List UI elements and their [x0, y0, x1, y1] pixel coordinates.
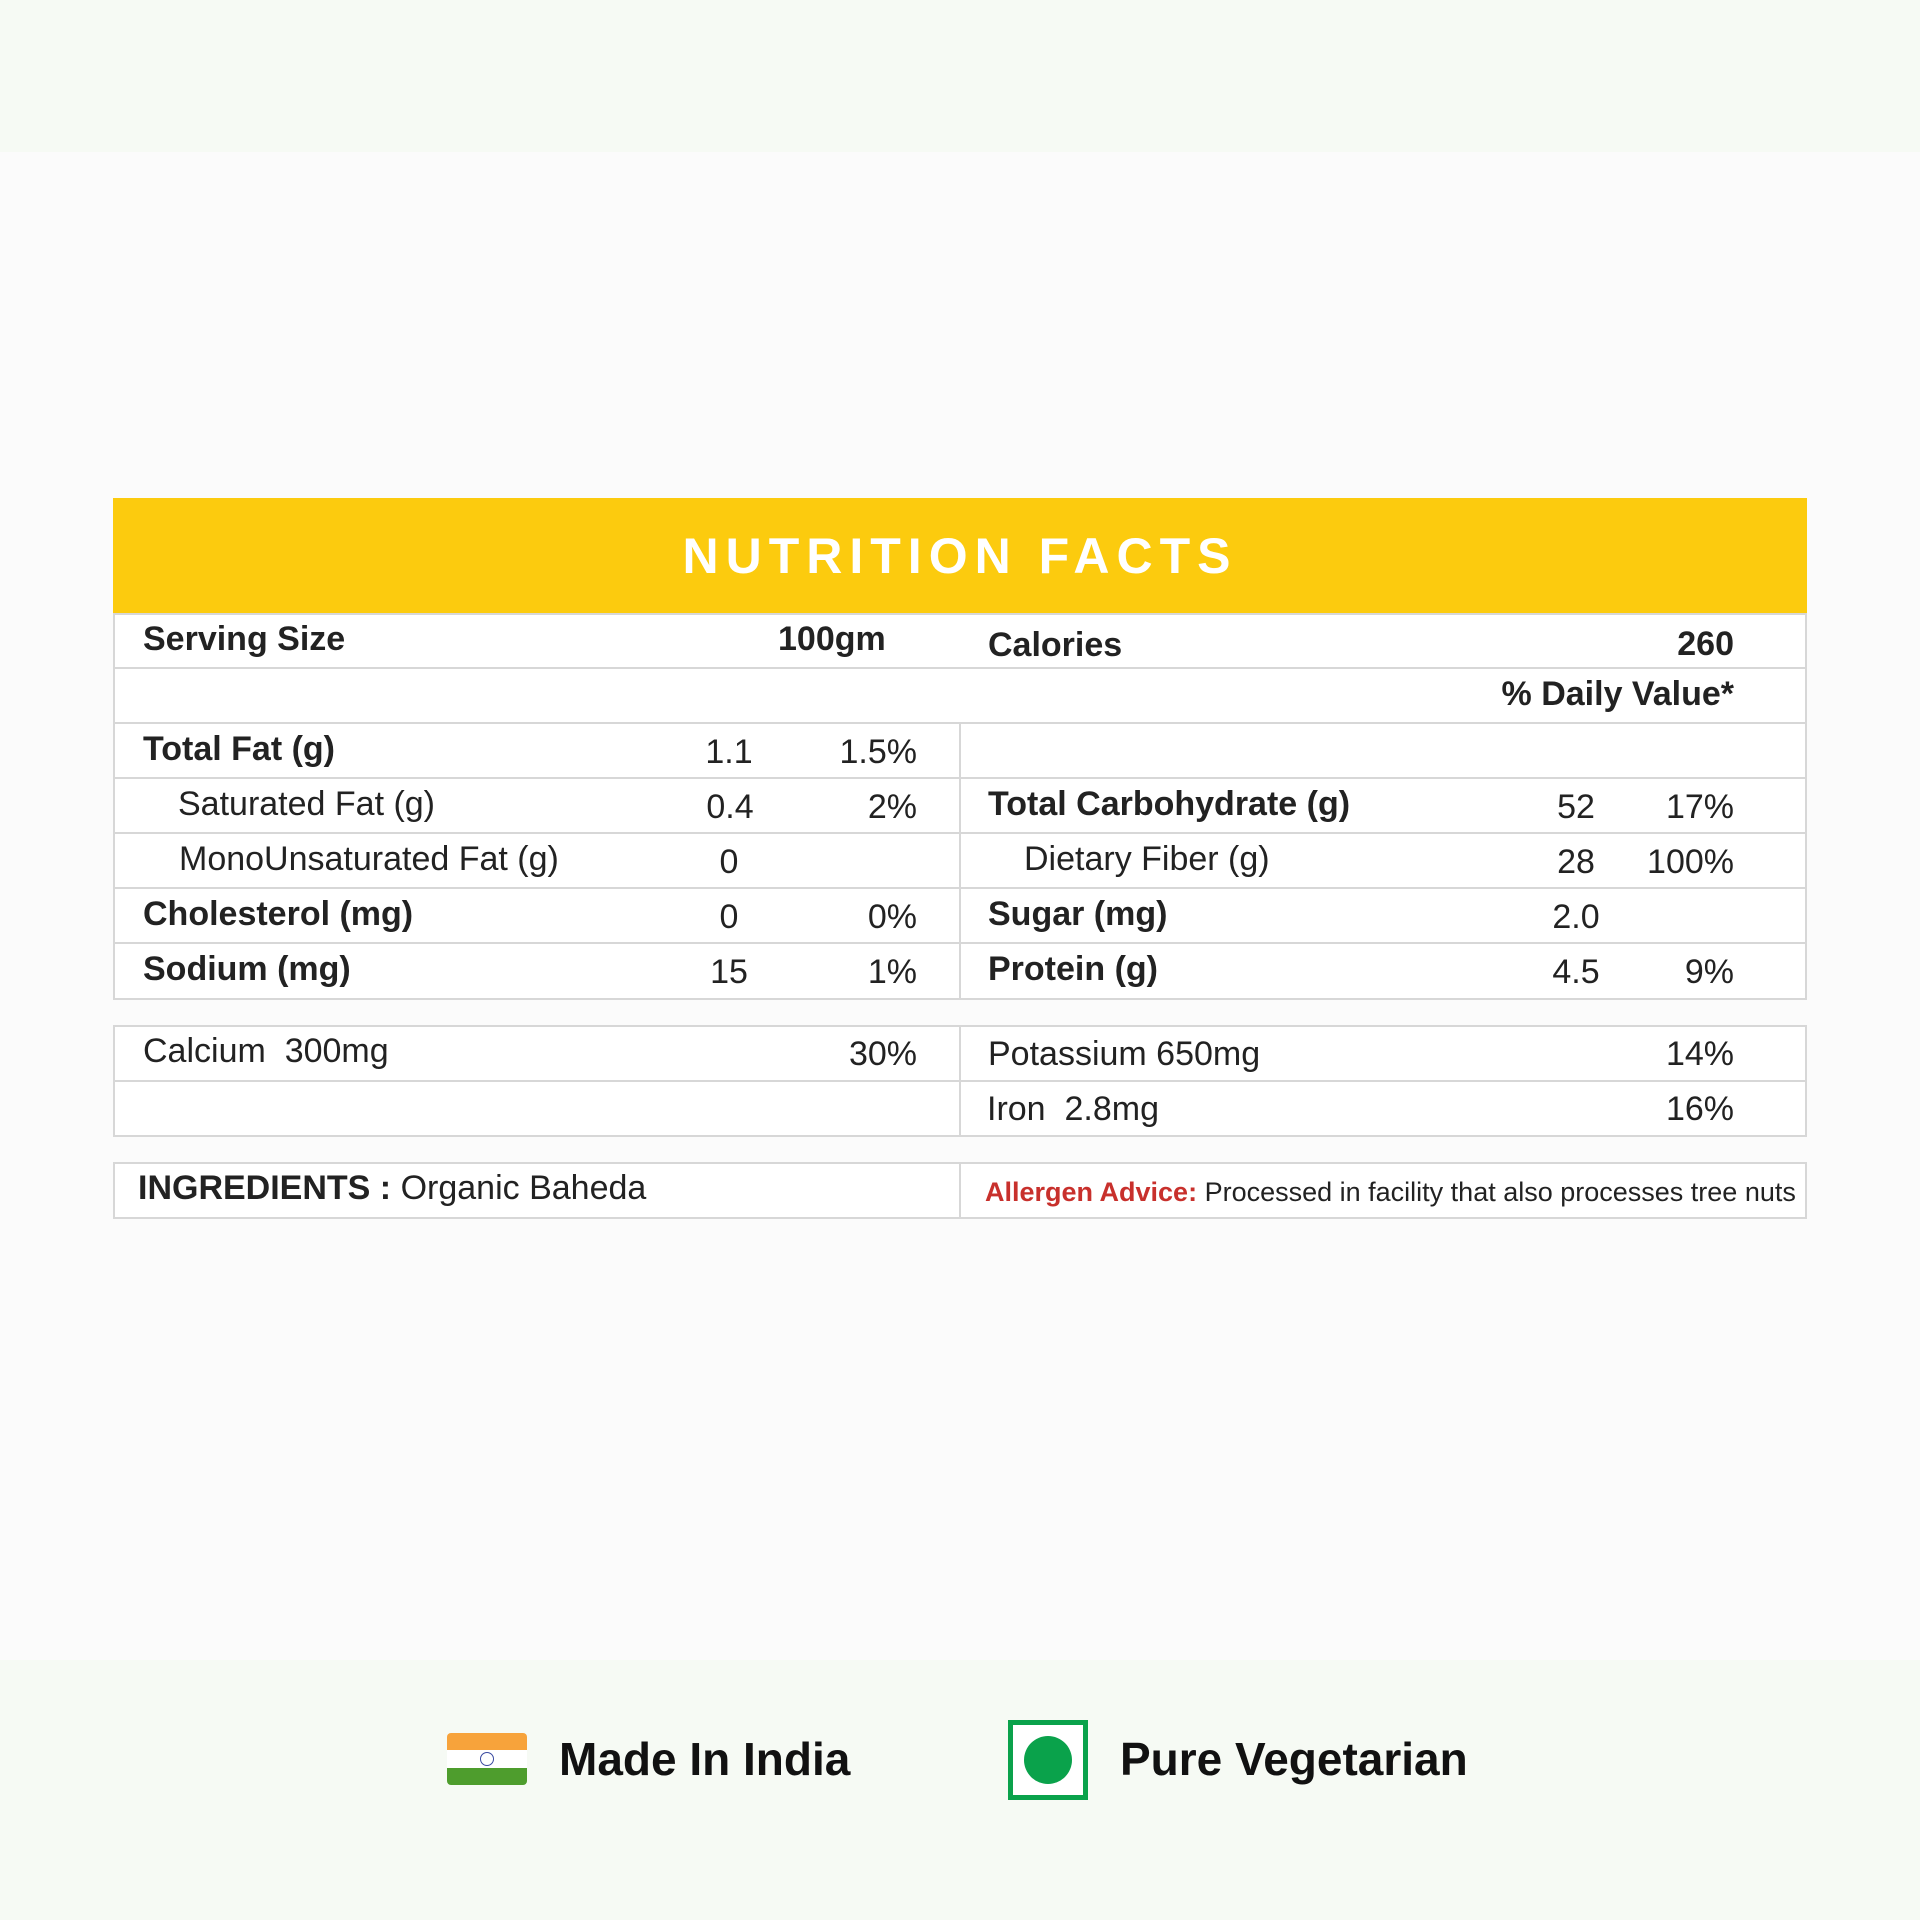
- nutrition-facts-header: [113, 498, 1807, 613]
- monounsaturated-fat-label: MonoUnsaturated Fat (g): [179, 840, 559, 878]
- saturated-fat-dv: 2%: [867, 788, 917, 826]
- protein-dv: 9%: [1684, 953, 1734, 991]
- saturated-fat-amount: 0.4: [706, 788, 754, 826]
- cholesterol-dv: 0%: [867, 898, 917, 936]
- page-title: NUTRITION FACTS: [682, 527, 1238, 584]
- total-carbohydrate-amount: 52: [1557, 788, 1595, 826]
- row-divider: [960, 777, 1807, 779]
- top-band: [0, 0, 1920, 152]
- protein-label: Protein (g): [988, 950, 1158, 988]
- dietary-fiber-label: Dietary Fiber (g): [1024, 840, 1270, 878]
- calcium-dv: 30%: [848, 1035, 917, 1073]
- column-divider: [959, 722, 961, 1000]
- made-in-india-text: Made In India: [559, 1733, 851, 1785]
- total-fat-amount: 1.1: [705, 733, 753, 771]
- total-carbohydrate-label: Total Carbohydrate (g): [988, 785, 1351, 823]
- india-flag-icon: [447, 1733, 527, 1785]
- total-carbohydrate-dv: 17%: [1665, 788, 1734, 826]
- total-fat-dv: 1.5%: [839, 733, 917, 771]
- sodium-label: Sodium (mg): [143, 950, 351, 988]
- protein-amount: 4.5: [1552, 953, 1600, 991]
- dietary-fiber-amount: 28: [1557, 843, 1595, 881]
- total-fat-label: Total Fat (g): [143, 730, 335, 768]
- serving-size-label: Serving Size: [143, 620, 346, 658]
- iron-label: Iron 2.8mg: [987, 1090, 1159, 1128]
- potassium-dv: 14%: [1665, 1035, 1734, 1073]
- monounsaturated-fat-amount: 0: [719, 843, 739, 881]
- ingredients: [138, 1168, 646, 1208]
- row-divider: [113, 667, 1807, 669]
- ingredients-label: INGREDIENTS :: [138, 1169, 392, 1207]
- bottom-band: [0, 1660, 1920, 1920]
- cholesterol-label: Cholesterol (mg): [143, 895, 414, 933]
- dietary-fiber-dv: 100%: [1647, 843, 1734, 881]
- serving-size-value: 100gm: [778, 620, 886, 658]
- column-divider: [959, 1025, 961, 1137]
- allergen-advice: [985, 1172, 1796, 1212]
- sodium-amount: 15: [710, 953, 748, 991]
- row-divider: [113, 777, 960, 779]
- sugar-amount: 2.0: [1552, 898, 1600, 936]
- calories-value: 260: [1677, 625, 1734, 663]
- daily-value-header: % Daily Value*: [1501, 675, 1734, 713]
- iron-dv: 16%: [1665, 1090, 1734, 1128]
- potassium-label: Potassium 650mg: [988, 1035, 1261, 1073]
- cholesterol-amount: 0: [719, 898, 739, 936]
- allergen-label: Allergen Advice:: [985, 1177, 1198, 1207]
- ingredients-value: Organic Baheda: [400, 1169, 647, 1207]
- veg-symbol-icon: [1008, 1720, 1088, 1800]
- pure-vegetarian-text: Pure Vegetarian: [1120, 1733, 1468, 1785]
- sugar-label: Sugar (mg): [988, 895, 1168, 933]
- sodium-dv: 1%: [867, 953, 917, 991]
- calcium-label: Calcium 300mg: [143, 1032, 389, 1070]
- calories-label: Calories: [988, 626, 1123, 664]
- allergen-value: Processed in facility that also processes tree nuts: [1204, 1177, 1796, 1207]
- column-divider: [959, 1162, 961, 1219]
- saturated-fat-label: Saturated Fat (g): [178, 785, 436, 823]
